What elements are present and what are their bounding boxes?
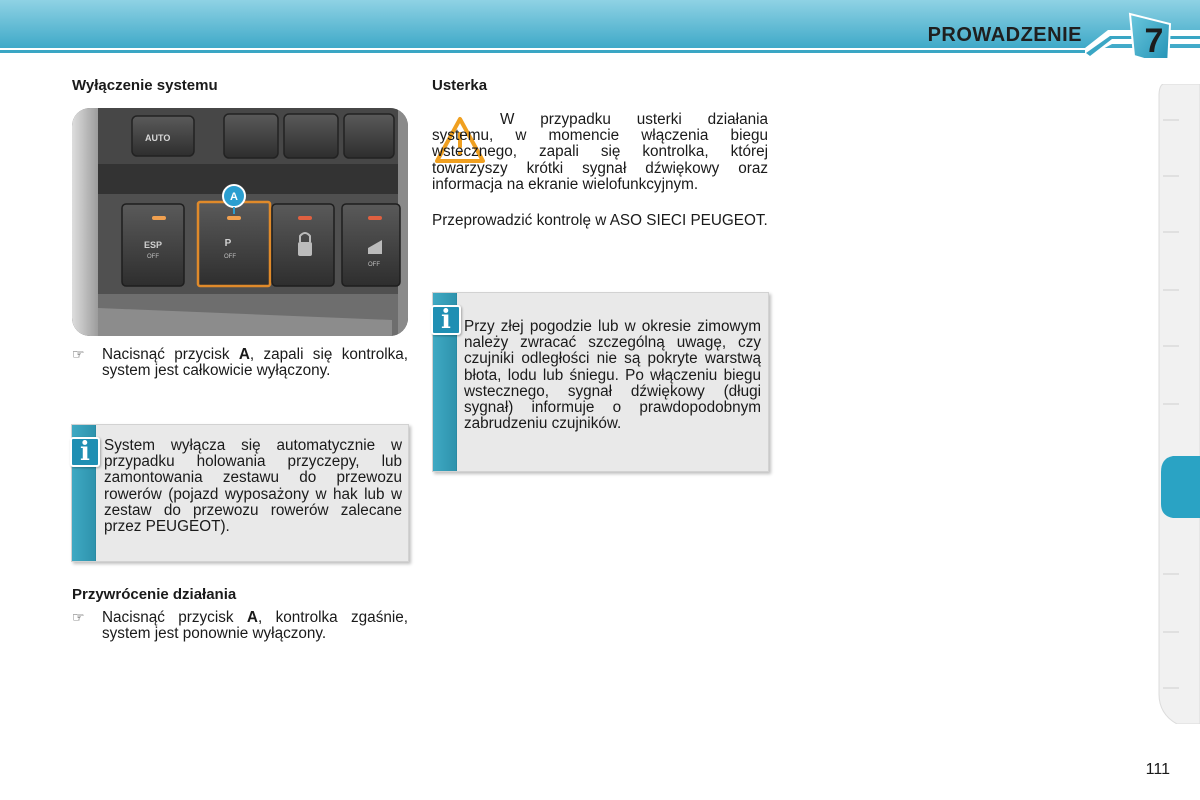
auto-button-label: AUTO: [145, 133, 171, 143]
info-glyph: i: [441, 305, 451, 335]
park-assist-off-label: OFF: [224, 254, 236, 260]
info-glyph: i: [80, 437, 90, 467]
esp-label: ESP: [143, 240, 163, 250]
info-box-towing: [71, 424, 409, 562]
heading-fault: Usterka: [432, 77, 488, 94]
info-text-weather: Przy złej pogodzie lub w okresie zimowym należy zwracać szczególną uwagę, czy czujniki odległości nie są pokryte warstwą błota, lodu lub śniegu. Po włączeniu biegu wstecznego, sygnał dźwiękowy (długi sygnał) informuje o prawdopodobnym zabrudzeniu czujników.: [464, 318, 761, 433]
heading-restore: Przywrócenie działania: [72, 586, 237, 603]
instruction-1-before: Nacisnąć przycisk: [102, 346, 239, 363]
heading-system-off: Wyłączenie systemu: [72, 77, 218, 94]
button-a-callout: A: [230, 191, 238, 203]
pointing-hand-icon: ☞: [72, 610, 85, 626]
info-icon: [431, 305, 461, 335]
instruction-1-bold: A: [238, 346, 250, 363]
instruction-2-before: Nacisnąć przycisk: [102, 609, 247, 626]
info-icon: [70, 437, 100, 467]
control-panel-photo: [72, 108, 408, 336]
thumb-index: [1155, 84, 1200, 724]
fault-service-note: Przeprowadzić kontrolę w ASO SIECI PEUGEOT.: [432, 212, 768, 229]
instruction-2-after: , kontrolka zgaśnie, system jest ponownie wyłączony.: [102, 609, 409, 643]
esp-off-label: OFF: [147, 254, 159, 260]
chapter-number: 7: [1144, 22, 1164, 60]
info-text-towing: System wyłącza się automatycznie w przypadku holowania przyczepy, lub zamontowania zestawu do przewozu rowerów (pojazd wyposażony w hak lub w zestaw do przewozu rowerów zalecane przez PEUGEOT).: [104, 437, 402, 536]
page-number: 111: [1145, 761, 1170, 778]
seat-off-label: OFF: [368, 262, 380, 268]
fault-description: [432, 112, 768, 193]
instruction-press-button: [72, 346, 409, 380]
instruction-2-bold: A: [246, 609, 258, 626]
instruction-restore: [72, 609, 409, 643]
fault-description-text: W przypadku usterki działania systemu, w momencie włączenia biegu wstecznego, zapali się kontrolka, której towarzyszy krótki sygnał dźwiękowy oraz informacja na ekranie wielofunkcyjnym.: [432, 111, 768, 193]
section-title: PROWADZENIE: [927, 24, 1082, 46]
instruction-1-after: , zapali się kontrolka, system jest całkowicie wyłączony.: [102, 346, 409, 380]
park-assist-label: P: [224, 238, 232, 249]
info-box-weather: [432, 292, 769, 472]
pointing-hand-icon: ☞: [72, 347, 85, 363]
